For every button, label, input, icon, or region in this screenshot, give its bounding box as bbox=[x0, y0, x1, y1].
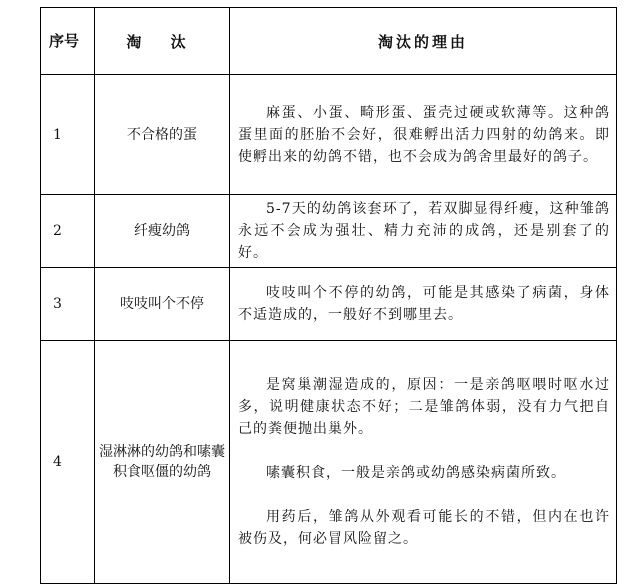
header-name: 淘 汰 bbox=[95, 8, 230, 75]
row-name: 吱吱叫个不停 bbox=[95, 268, 230, 341]
reason-paragraph: 麻蛋、小蛋、畸形蛋、蛋壳过硬或软薄等。这种鸽蛋里面的胚胎不会好，很难孵出活力四射的幼鸽来。即使孵出来的幼鸽不错，也不会成为鸽舍里最好的鸽子。 bbox=[238, 104, 610, 165]
row-reason bbox=[230, 195, 617, 268]
reason-paragraph: 5-7天的幼鸽该套环了，若双脚显得纤瘦，这种雏鸽永远不会成为强壮、精力充沛的成鸽，还是别套了的好。 bbox=[238, 201, 610, 261]
table-row bbox=[41, 268, 617, 341]
row-name: 纤瘦幼鸽 bbox=[95, 195, 230, 268]
row-name: 湿淋淋的幼鸽和嗉囊积食呕僵的幼鸽 bbox=[95, 341, 230, 584]
header-row bbox=[41, 8, 617, 75]
row-reason bbox=[230, 75, 617, 195]
table-row bbox=[41, 75, 617, 195]
header-number: 序号 bbox=[41, 8, 95, 75]
row-reason bbox=[230, 268, 617, 341]
table-row bbox=[41, 341, 617, 584]
row-number: 3 bbox=[41, 268, 95, 341]
row-name: 不合格的蛋 bbox=[95, 75, 230, 195]
row-number: 4 bbox=[41, 341, 95, 584]
reason-paragraph: 嗉囊积食，一般是亲鸽或幼鸽感染病菌所致。 bbox=[266, 465, 566, 481]
reason-paragraph: 是窝巢潮湿造成的，原因：一是亲鸽呕喂时呕水过多，说明健康状态不好；二是雏鸽体弱，没有力气把自己的粪便抛出巢外。 bbox=[238, 377, 610, 437]
row-number: 1 bbox=[41, 75, 95, 195]
reason-paragraph: 用药后，雏鸽从外观看可能长的不错，但内在也许被伤及，何必冒风险留之。 bbox=[238, 509, 610, 547]
reason-paragraph: 吱吱叫个不停的幼鸽，可能是其感染了病菌，身体不适造成的，一般好不到哪里去。 bbox=[238, 285, 610, 323]
table-row bbox=[41, 195, 617, 268]
header-reason: 淘汰的理由 bbox=[230, 8, 617, 75]
row-number: 2 bbox=[41, 195, 95, 268]
row-reason bbox=[230, 341, 617, 584]
elimination-table bbox=[40, 7, 617, 584]
